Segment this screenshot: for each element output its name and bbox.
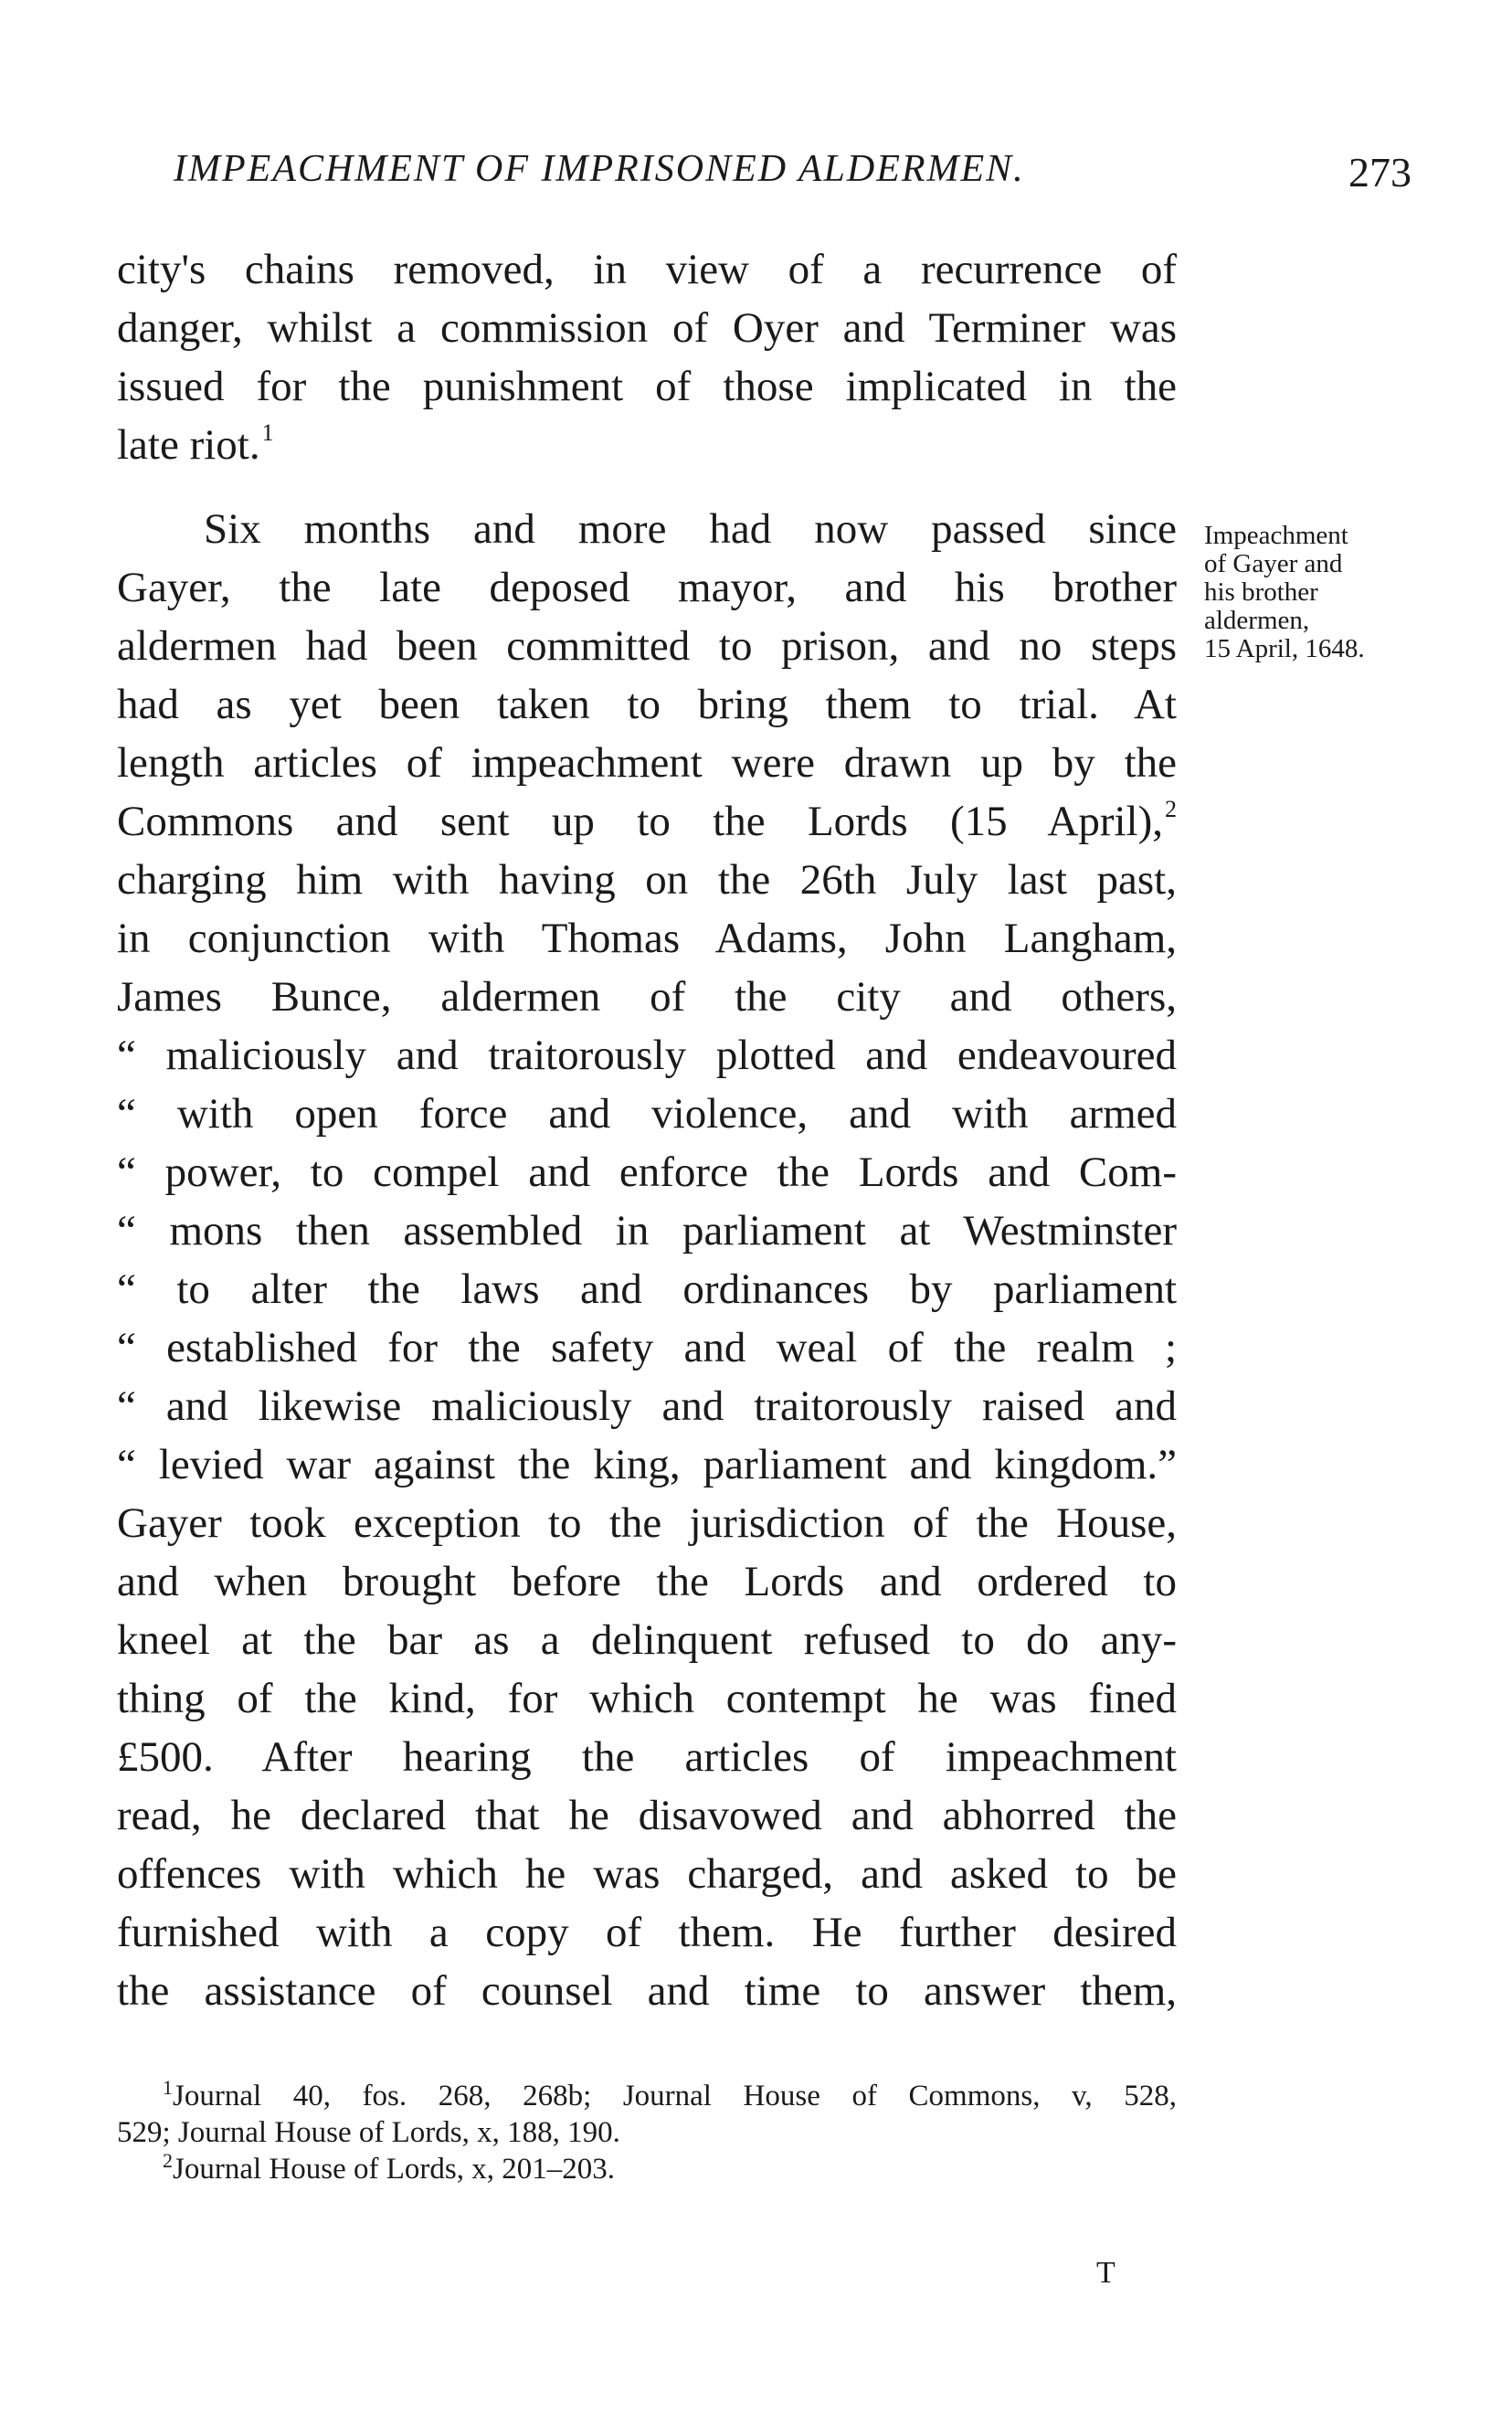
footnotes: [117, 2078, 1177, 2187]
text-line: “ levied war against the king, parliament and kingdom.”: [117, 1441, 1177, 1488]
footnote-1: [117, 2078, 1177, 2151]
footnote-2: [117, 2151, 1177, 2187]
text-line: Gayer, the late deposed mayor, and his brother: [117, 564, 1177, 611]
margin-note-line: Impeachment: [1204, 521, 1348, 550]
margin-note-line: his brother: [1204, 577, 1318, 607]
running-head-title: IMPEACHMENT OF IMPRISONED ALDERMEN.: [174, 148, 1025, 190]
text-line: and when brought before the Lords and ordered to: [117, 1558, 1177, 1605]
text-line: [117, 792, 1177, 851]
footnote-reference: 2: [1165, 796, 1177, 822]
paragraph-1: [117, 240, 1177, 474]
text-line: Six months and more had now passed since: [204, 505, 1177, 553]
text-line: “ mons then assembled in parliament at Westminster: [117, 1207, 1177, 1255]
signature-mark: T: [1096, 2256, 1115, 2290]
text-line: city's chains removed, in view of a recurrence of: [117, 246, 1177, 293]
text-line: read, he declared that he disavowed and abhorred the: [117, 1792, 1177, 1839]
footnote-line: [117, 2078, 1177, 2114]
paragraph-2: [117, 500, 1177, 2020]
margin-note-line: aldermen,: [1204, 606, 1310, 635]
footnote-text: Journal House of Lords, x, 201–203.: [173, 2153, 615, 2186]
text-line: had as yet been taken to bring them to trial. At: [117, 681, 1177, 728]
margin-note-line: of Gayer and: [1204, 549, 1343, 578]
text-line: in conjunction with Thomas Adams, John Langham,: [117, 915, 1177, 962]
text-line: aldermen had been committed to prison, and no steps: [117, 622, 1177, 670]
text-line-content: late riot.: [117, 421, 260, 469]
main-text: [117, 240, 1177, 2020]
text-line: charging him with having on the 26th July last past,: [117, 856, 1177, 904]
text-line: £500. After hearing the articles of impeachment: [117, 1733, 1177, 1781]
text-line: “ and likewise maliciously and traitorously raised and: [117, 1382, 1177, 1430]
text-line: issued for the punishment of those implicated in the: [117, 363, 1177, 410]
text-line-content: Commons and sent up to the Lords (15 April),: [117, 798, 1163, 845]
footnote-line: 529; Journal House of Lords, x, 188, 190.: [117, 2116, 620, 2149]
margin-note: [1204, 522, 1423, 663]
paragraph-gap: [117, 474, 1177, 500]
footnote-line: [117, 2151, 1177, 2187]
text-line: “ maliciously and traitorously plotted and endeavoured: [117, 1032, 1177, 1079]
text-line: thing of the kind, for which contempt he was fined: [117, 1675, 1177, 1722]
text-line: furnished with a copy of them. He further desired: [117, 1909, 1177, 1956]
text-line: kneel at the bar as a delinquent refused to do any-: [117, 1616, 1177, 1664]
text-line: James Bunce, aldermen of the city and others,: [117, 973, 1177, 1021]
text-line: length articles of impeachment were drawn up by the: [117, 739, 1177, 787]
text-line: offences with which he was charged, and asked to be: [117, 1850, 1177, 1898]
text-line: Gayer took exception to the jurisdiction of the House,: [117, 1499, 1177, 1547]
text-line: danger, whilst a commission of Oyer and Terminer was: [117, 304, 1177, 352]
margin-note-line: 15 April, 1648.: [1204, 634, 1365, 663]
text-line: “ to alter the laws and ordinances by parliament: [117, 1265, 1177, 1313]
footnote-text: Journal 40, fos. 268, 268b; Journal House of Commons, v, 528,: [173, 2080, 1177, 2112]
page-number: 273: [1348, 149, 1412, 196]
footnote-mark: 2: [163, 2149, 173, 2172]
text-line: “ established for the safety and weal of the realm ;: [117, 1324, 1177, 1371]
footnote-reference: 1: [261, 419, 274, 446]
footnote-mark: 1: [163, 2076, 173, 2099]
text-line: “ with open force and violence, and with armed: [117, 1090, 1177, 1138]
text-line: “ power, to compel and enforce the Lords and Com-: [117, 1149, 1177, 1196]
text-line: [117, 416, 1177, 474]
text-line: the assistance of counsel and time to answer them,: [117, 1967, 1177, 2015]
